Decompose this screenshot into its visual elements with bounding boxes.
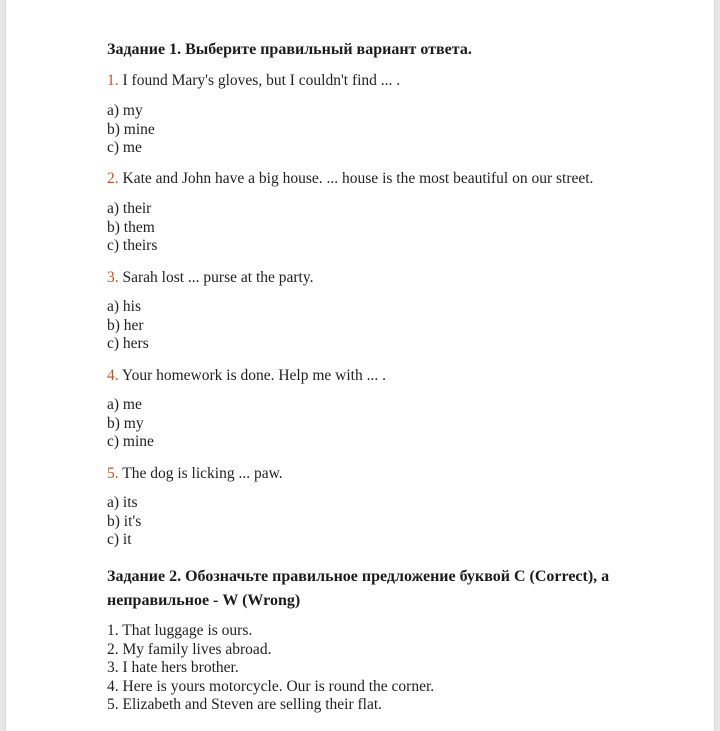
question-text: Your homework is done. Help me with ... . xyxy=(118,367,386,384)
option: b) them xyxy=(107,218,155,236)
option: c) me xyxy=(107,139,142,156)
option: b) my xyxy=(107,414,144,432)
question-4 xyxy=(107,366,386,386)
question-number: 4. xyxy=(107,367,119,384)
task2-heading xyxy=(107,565,667,613)
question-5-options xyxy=(107,494,141,550)
question-2-options xyxy=(107,200,157,256)
question-1-options xyxy=(107,102,155,158)
list-item: 3. I hate hers brother. xyxy=(107,659,239,676)
question-3-options xyxy=(107,298,149,354)
option: b) it's xyxy=(107,512,142,530)
list-item: 2. My family lives abroad. xyxy=(107,640,272,658)
option: c) hers xyxy=(107,335,149,352)
question-text: The dog is licking ... paw. xyxy=(118,465,283,482)
option: a) their xyxy=(107,200,152,217)
question-number: 3. xyxy=(107,269,119,286)
option: a) his xyxy=(107,298,142,315)
question-text: Sarah lost ... purse at the party. xyxy=(118,269,314,286)
option: c) theirs xyxy=(107,237,158,254)
question-3 xyxy=(107,268,313,288)
option: c) mine xyxy=(107,433,154,450)
question-2 xyxy=(107,169,593,189)
question-number: 5. xyxy=(107,465,119,482)
document-page xyxy=(5,0,715,731)
list-item: 1. That luggage is ours. xyxy=(107,622,253,639)
list-item: 5. Elizabeth and Steven are selling their flat. xyxy=(107,696,383,713)
task2-sentence-list xyxy=(107,622,434,715)
question-5 xyxy=(107,464,283,484)
question-number: 1. xyxy=(107,72,119,89)
task2-heading-line1: Задание 2. Обозначьте правильное предложение буквой С (Correct), а xyxy=(107,568,610,585)
option: a) my xyxy=(107,102,143,119)
option: a) me xyxy=(107,396,142,413)
task1-heading: Задание 1. Выберите правильный вариант ответа. xyxy=(107,41,472,58)
option: b) her xyxy=(107,316,144,334)
question-4-options xyxy=(107,396,154,452)
option: c) it xyxy=(107,531,132,548)
question-text: I found Mary's gloves, but I couldn't find ... . xyxy=(118,72,401,89)
task2-heading-line2: неправильное - W (Wrong) xyxy=(107,592,301,609)
option: b) mine xyxy=(107,120,155,138)
list-item: 4. Here is yours motorcycle. Our is round the corner. xyxy=(107,677,435,695)
option: a) its xyxy=(107,494,138,511)
question-text: Kate and John have a big house. ... house is the most beautiful on our street. xyxy=(118,170,594,187)
question-number: 2. xyxy=(107,170,119,187)
question-1 xyxy=(107,71,400,91)
